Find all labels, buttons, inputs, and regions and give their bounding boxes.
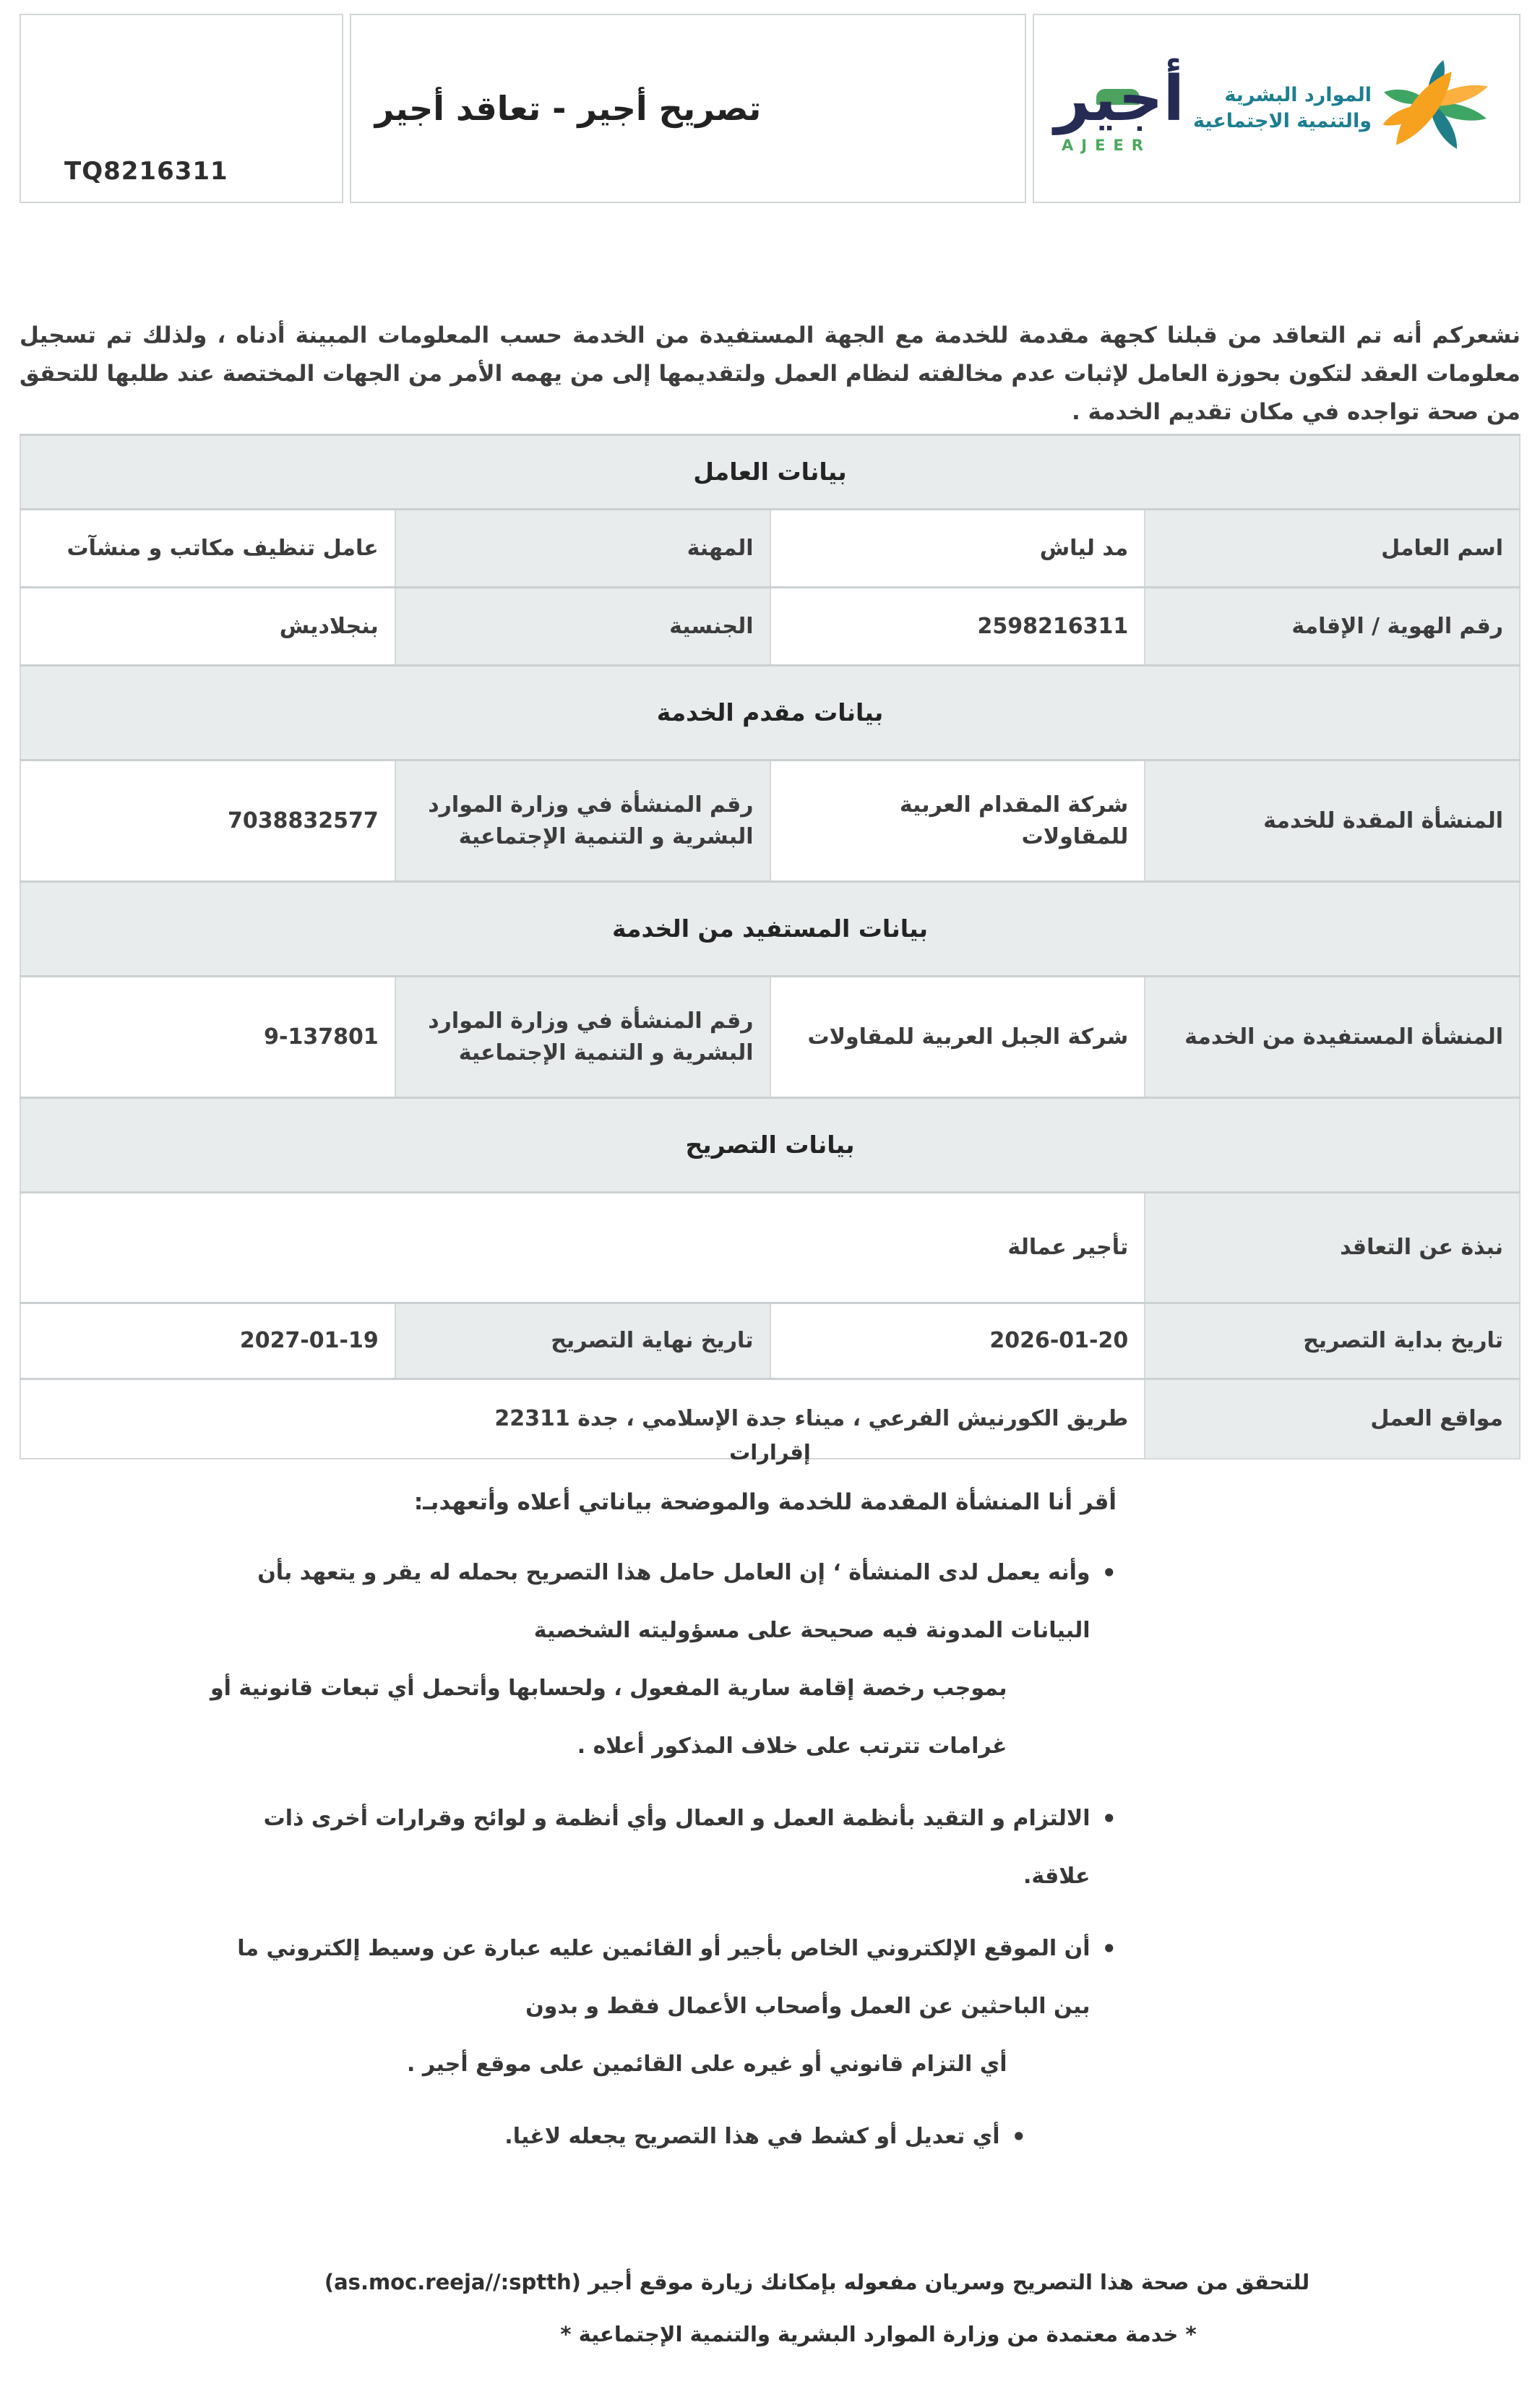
bullet-icon: •	[1101, 1805, 1117, 1832]
logos-box	[1033, 14, 1520, 203]
footer-verification-note	[0, 2270, 1540, 2294]
section-title-permit: بيانات التصريح	[20, 1098, 1520, 1193]
ajeer-logo	[1054, 63, 1184, 154]
ministry-name-line2: والتنمية الاجتماعية	[1192, 110, 1372, 132]
declaration-text	[195, 2108, 1000, 2166]
ministry-logo	[1193, 58, 1492, 159]
worker-profession-value: عامل تنظيف مكاتب و منشآت	[20, 510, 395, 588]
worker-name-value: مد لياش	[770, 510, 1145, 588]
permit-number: TQ8216311	[64, 157, 228, 186]
ajeer-caption: AJEER	[1062, 137, 1151, 154]
worker-name-label: اسم العامل	[1145, 510, 1520, 588]
provider-establishment-value: شركة المقدام العربية للمقاولات	[770, 760, 1145, 882]
provider-mol-number-value: 7038832577	[20, 760, 395, 882]
declaration-line: أي تعديل أو كشط في هذا التصريح يجعله لاغيا.	[504, 2124, 1000, 2149]
provider-establishment-label: المنشأة المقدة للخدمة	[1145, 760, 1520, 882]
intro-paragraph: نشعركم أنه تم التعاقد من قبلنا كجهة مقدمة للخدمة مع الجهة المستفيدة من الخدمة حسب المعلومات المبينة أدناه ، ولذلك تم تسجيل معلومات العقد لتكون بحوزة العامل لإثبات عدم مخالفته لنظام العمل ولتقديمها إلى من يهمه الأمر من الجهات المختصة عند طلبها للتحقق من صحة تواجده في مكان تقديم الخدمة .	[20, 322, 1520, 425]
declaration-text	[195, 1920, 1091, 2093]
permit-table	[20, 434, 1520, 1459]
worker-nationality-value: بنجلاديش	[20, 588, 395, 666]
bullet-icon: •	[1101, 1559, 1117, 1587]
declaration-item	[195, 2108, 1026, 2166]
section-title-beneficiary: بيانات المستفيد من الخدمة	[20, 882, 1520, 977]
work-locations-label: مواقع العمل	[1145, 1379, 1520, 1459]
bullet-icon: •	[1101, 1935, 1117, 1963]
worker-nationality-label: الجنسية	[395, 588, 770, 666]
beneficiary-establishment-label: المنشأة المستفيدة من الخدمة	[1145, 977, 1520, 1098]
ministry-emblem-icon	[1382, 58, 1492, 159]
ajeer-wordmark: أجير	[1054, 63, 1184, 135]
beneficiary-establishment-value: شركة الجبل العربية للمقاولات	[770, 977, 1145, 1098]
declaration-line: أي التزام قانوني أو غيره على القائمين على موقع أجير .	[407, 2052, 1007, 2077]
start-date-value: 2026-01-20	[770, 1303, 1145, 1379]
worker-id-label: رقم الهوية / الإقامة	[1145, 588, 1520, 666]
end-date-value: 2027-01-19	[20, 1303, 395, 1379]
declaration-text	[195, 1790, 1091, 1906]
start-date-label: تاريخ بداية التصريح	[1145, 1303, 1520, 1379]
contract-brief-value: تأجير عمالة	[20, 1193, 1145, 1303]
declarations-block	[195, 1473, 1117, 2180]
declarations-heading: أقر أنا المنشأة المقدمة للخدمة والموضحة بياناتي أعلاه وأتعهدبـ:	[413, 1489, 1117, 1515]
contract-brief-label: نبذة عن التعاقد	[1145, 1193, 1520, 1303]
declarations-title: إقرارات	[729, 1440, 811, 1465]
declaration-line: الالتزام و التقيد بأنظمة العمل و العمال وأي أنظمة و لوائح وقرارات أخرى ذات علاقة.	[263, 1806, 1091, 1889]
footer-approval-note	[0, 2322, 1540, 2346]
beneficiary-mol-number-label: رقم المنشأة في وزارة الموارد البشرية و التنمية الإجتماعية	[395, 977, 770, 1098]
provider-mol-number-label: رقم المنشأة في وزارة الموارد البشرية و التنمية الإجتماعية	[395, 760, 770, 882]
bullet-icon: •	[1011, 2123, 1026, 2151]
declaration-line: وأنه يعمل لدى المنشأة ‘ إن العامل حامل هذا التصريح بحمله له يقر و يتعهد بأن البيانات المدونة فيه صحيحة على مسؤوليته الشخصية	[257, 1560, 1091, 1643]
page-title: تصريح أجير - تعاقد أجير	[374, 89, 762, 128]
declaration-item	[195, 1544, 1117, 1775]
worker-id-value: 2598216311	[770, 588, 1145, 666]
declaration-line: بموجب رخصة إقامة سارية المفعول ، ولحسابها وأتحمل أي تبعات قانونية أو غرامات تترتب على خلاف المذكور أعلاه .	[210, 1676, 1007, 1759]
permit-number-box	[20, 14, 343, 203]
declaration-item	[195, 1790, 1117, 1906]
footer-verification-text: للتحقق من صحة هذا التصريح وسريان مفعوله بإمكانك زيارة موقع أجير (as.moc.reeja//:sptth)	[324, 2270, 1310, 2294]
ministry-name-line1: الموارد البشرية	[1224, 84, 1372, 106]
section-title-worker: بيانات العامل	[20, 435, 1520, 510]
declaration-line: أن الموقع الإلكتروني الخاص بأجير أو القائمين عليه عبارة عن وسيط إلكتروني ما بين الباحثين عن العمل وأصحاب الأعمال فقط و بدون	[237, 1936, 1091, 2019]
work-locations-value: طريق الكورنيش الفرعي ، ميناء جدة الإسلامي ، جدة 22311	[20, 1379, 1145, 1459]
declaration-text	[195, 1544, 1091, 1775]
title-box	[350, 14, 1026, 203]
beneficiary-mol-number-value: 9-137801	[20, 977, 395, 1098]
declaration-item	[195, 1920, 1117, 2093]
header	[20, 14, 1520, 203]
footer-approval-text: * خدمة معتمدة من وزارة الموارد البشرية والتنمية الإجتماعية *	[560, 2322, 1197, 2346]
section-title-provider: بيانات مقدم الخدمة	[20, 666, 1520, 760]
ministry-name	[1193, 82, 1372, 134]
worker-profession-label: المهنة	[395, 510, 770, 588]
end-date-label: تاريخ نهاية التصريح	[395, 1303, 770, 1379]
